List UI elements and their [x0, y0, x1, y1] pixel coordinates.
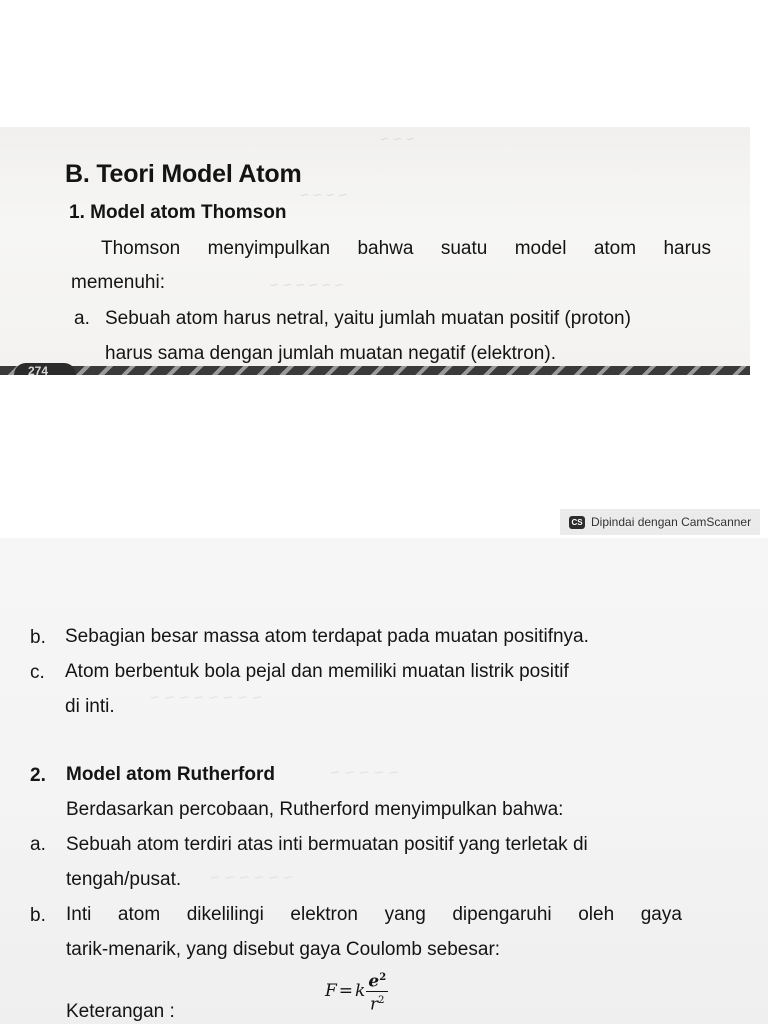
camscanner-label: Dipindai dengan CamScanner: [591, 515, 752, 529]
word: oleh: [578, 904, 615, 925]
word: model: [514, 238, 567, 259]
subsection-heading-rutherford: Model atom Rutherford: [66, 764, 275, 785]
camscanner-logo-icon: CS: [569, 516, 585, 529]
word: Thomson: [101, 238, 181, 259]
formula-constant: k: [355, 981, 366, 1002]
section-heading: B. Teori Model Atom: [65, 160, 302, 188]
bleed-through-text: ~ ~ ~ ~: [300, 187, 348, 204]
rutherford-intro: Berdasarkan percobaan, Rutherford menyimpulkan bahwa:: [66, 799, 564, 820]
thomson-item-b: Sebagian besar massa atom terdapat pada muatan positifnya.: [65, 626, 589, 647]
list-marker: b.: [30, 627, 46, 648]
thomson-item-a-line2: harus sama dengan jumlah muatan negatif (elektron).: [105, 343, 556, 364]
word: atom: [117, 904, 161, 925]
camscanner-watermark: [560, 509, 760, 535]
bleed-through-text: ~ ~ ~ ~ ~ ~: [210, 868, 294, 887]
list-marker: b.: [30, 905, 46, 926]
bleed-through-text: ~ ~ ~ ~ ~ ~: [270, 277, 344, 294]
denominator-symbol: r: [370, 994, 379, 1015]
list-marker: 2.: [30, 765, 46, 786]
formula-equals: =: [338, 981, 354, 1002]
scanned-page-bottom: [0, 538, 768, 1024]
thomson-intro-continuation: memenuhi:: [71, 272, 165, 293]
thomson-item-a-line1: Sebuah atom harus netral, yaitu jumlah muatan positif (proton): [105, 308, 631, 329]
word: harus: [663, 238, 711, 259]
page-edge-stripe: [0, 366, 750, 375]
word: bahwa: [357, 238, 414, 259]
word: suatu: [440, 238, 488, 259]
page-number: 274: [28, 364, 49, 375]
rutherford-item-b-line1: [66, 904, 682, 926]
denominator-exponent: 2: [378, 994, 385, 1006]
scanned-page-top: [0, 127, 750, 375]
rutherford-item-a-line2: tengah/pusat.: [66, 869, 182, 890]
word: menyimpulkan: [207, 238, 331, 259]
bleed-through-text: ~ ~ ~: [380, 131, 415, 148]
thomson-item-c-line1: Atom berbentuk bola pejal dan memiliki muatan listrik positif: [65, 661, 569, 682]
bleed-through-text: ~ ~ ~ ~ ~: [330, 763, 399, 782]
subsection-heading-thomson: 1. Model atom Thomson: [69, 202, 287, 223]
word: gaya: [640, 904, 682, 925]
word: atom: [593, 238, 637, 259]
list-marker: a.: [30, 834, 46, 855]
word: yang: [384, 904, 426, 925]
coulomb-formula: [325, 969, 388, 1013]
numerator-symbol: e: [368, 971, 380, 992]
formula-lhs: F: [325, 981, 337, 1002]
list-marker: a.: [74, 308, 90, 329]
rutherford-item-b-line2: tarik-menarik, yang disebut gaya Coulomb sebesar:: [66, 939, 501, 960]
thomson-intro-line: [101, 238, 711, 260]
formula-denominator: [368, 992, 387, 1014]
word: elektron: [290, 904, 359, 925]
word: dipengaruhi: [452, 904, 552, 925]
formula-fraction: [366, 969, 388, 1013]
list-marker: c.: [30, 662, 45, 683]
word: Inti: [66, 904, 92, 925]
keterangan-label: Keterangan :: [66, 1001, 175, 1022]
thomson-item-c-line2: di inti.: [65, 696, 115, 717]
bleed-through-text: ~ ~ ~ ~ ~ ~ ~ ~: [150, 688, 263, 707]
rutherford-item-a-line1: Sebuah atom terdiri atas inti bermuatan positif yang terletak di: [66, 834, 588, 855]
numerator-exponent: 2: [379, 972, 387, 983]
word: dikelilingi: [186, 904, 264, 925]
formula-numerator: [366, 969, 388, 992]
